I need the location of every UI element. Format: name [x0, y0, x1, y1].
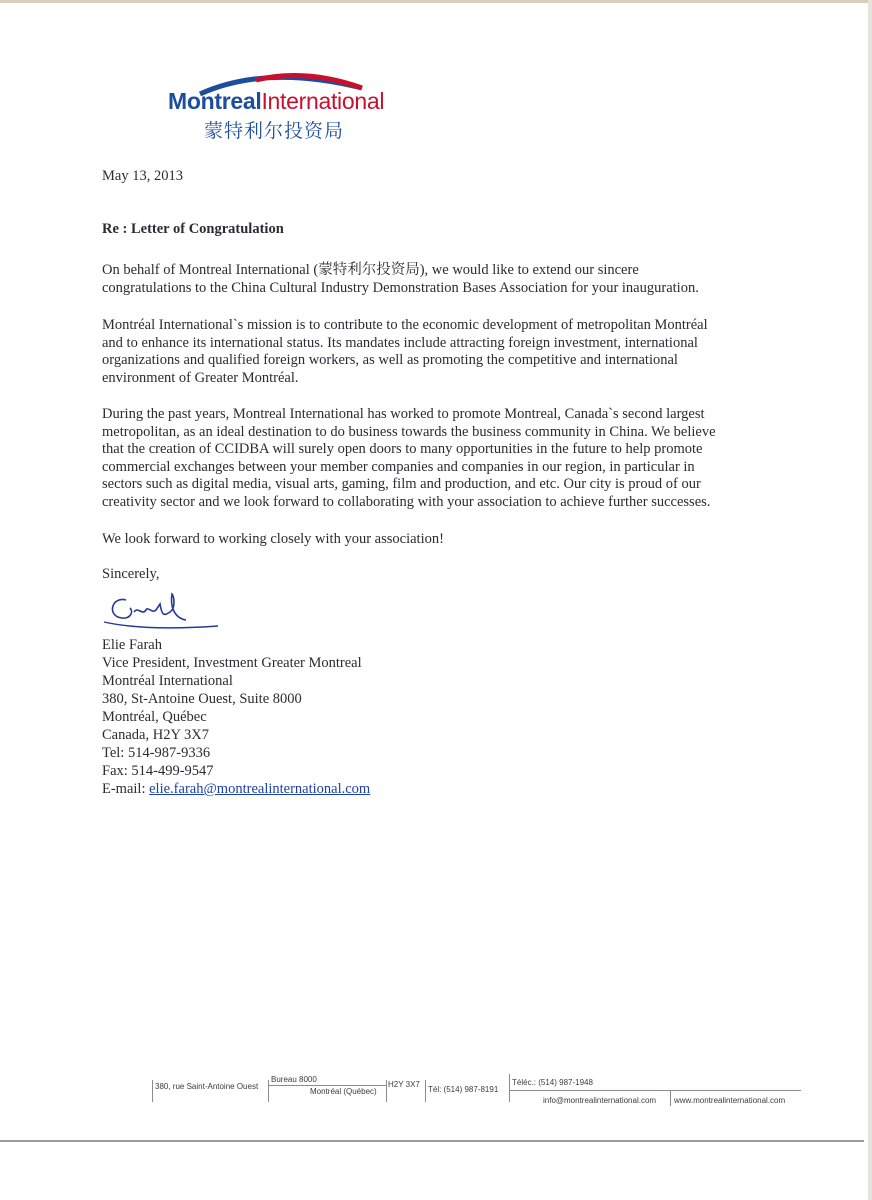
logo-chinese-name: 蒙特利尔投资局: [204, 120, 345, 142]
email-label: E-mail:: [102, 781, 146, 797]
closing: Sincerely,: [102, 566, 160, 582]
email-link[interactable]: elie.farah@montrealinternational.com: [149, 781, 371, 797]
footer-divider: [670, 1090, 671, 1106]
footer-postal: H2Y 3X7: [388, 1080, 420, 1089]
footer-divider: [509, 1074, 510, 1102]
letter-subject: Re : Letter of Congratulation: [102, 221, 284, 237]
footer-street: 380, rue Saint-Antoine Ouest: [155, 1082, 259, 1091]
fax: Fax: 514-499-9547: [102, 763, 214, 779]
letter-date: May 13, 2013: [102, 168, 183, 184]
paragraph-line: creativity sector and we look forward to collaborating with your association to achieve further successes.: [102, 493, 711, 510]
telephone: Tel: 514-987-9336: [102, 745, 211, 761]
paragraph-line: congratulations to the China Cultural Industry Demonstration Bases Association for your inauguration.: [102, 279, 699, 296]
footer-rule: [509, 1090, 801, 1091]
signatory-organization: Montréal International: [102, 673, 233, 689]
address-line: 380, St-Antoine Ouest, Suite 8000: [102, 691, 302, 707]
address-line: Montréal, Québec: [102, 709, 207, 725]
logo-wordmark: [168, 88, 384, 115]
footer-divider: [268, 1080, 269, 1102]
scan-right-edge: [868, 0, 872, 1200]
paragraph-line: We look forward to working closely with your association!: [102, 531, 444, 547]
footer-fax: Téléc.: (514) 987-1948: [512, 1078, 593, 1087]
paragraph-line: organizations and qualified foreign workers, as well as promoting the competitive and international: [102, 352, 678, 368]
footer-website: www.montrealinternational.com: [674, 1096, 786, 1105]
footer-city: Montréal (Québec): [310, 1087, 377, 1096]
paragraph-line: On behalf of Montreal International (蒙特利尔投资局), we would like to extend our sincere: [102, 262, 639, 278]
footer-divider: [425, 1080, 426, 1102]
paragraph-line: Montréal International`s mission is to contribute to the economic development of metropolitan Montréal: [102, 317, 708, 333]
paragraph-3: [102, 406, 716, 511]
paragraph-line: sectors such as digital media, visual arts, gaming, film and production, and etc. Our city is proud of our: [102, 476, 701, 492]
footer-divider: [152, 1080, 153, 1102]
paragraph-line: metropolitan, as an ideal destination to do business towards the business community in China. We believe: [102, 423, 716, 440]
paragraph-line: and to enhance its international status. Its mandates include attracting foreign investment, international: [102, 334, 698, 351]
handwritten-signature: [100, 586, 230, 632]
signature-block: [102, 636, 370, 798]
paragraph-line: commercial exchanges between your member companies and companies in our region, in particular in: [102, 458, 695, 475]
letterhead-footer: [152, 1074, 802, 1110]
footer-email: info@montrealinternational.com: [543, 1096, 657, 1105]
paragraph-2: [102, 317, 708, 387]
paragraph-line: During the past years, Montreal International has worked to promote Montreal, Canada`s second largest: [102, 406, 705, 422]
footer-telephone: Tél: (514) 987-8191: [428, 1085, 499, 1094]
scan-top-edge: [0, 0, 872, 3]
address-line: Canada, H2Y 3X7: [102, 727, 209, 743]
logo-word-international: International: [261, 88, 385, 114]
page-bottom-rule: [0, 1140, 864, 1142]
logo-word-montreal: Montreal: [168, 88, 262, 114]
email-row: [102, 780, 370, 798]
paragraph-line: that the creation of CCIDBA will surely open doors to many opportunities in the future to help promote: [102, 441, 703, 457]
paragraph-line: environment of Greater Montréal.: [102, 369, 299, 386]
montreal-international-logo: [168, 70, 388, 145]
paragraph-1: [102, 262, 699, 297]
paragraph-4: [102, 531, 444, 549]
signatory-title: Vice President, Investment Greater Montreal: [102, 655, 362, 671]
footer-suite: Bureau 8000: [271, 1075, 317, 1084]
footer-rule: [268, 1085, 386, 1086]
signatory-name: Elie Farah: [102, 637, 162, 653]
footer-divider: [386, 1080, 387, 1102]
